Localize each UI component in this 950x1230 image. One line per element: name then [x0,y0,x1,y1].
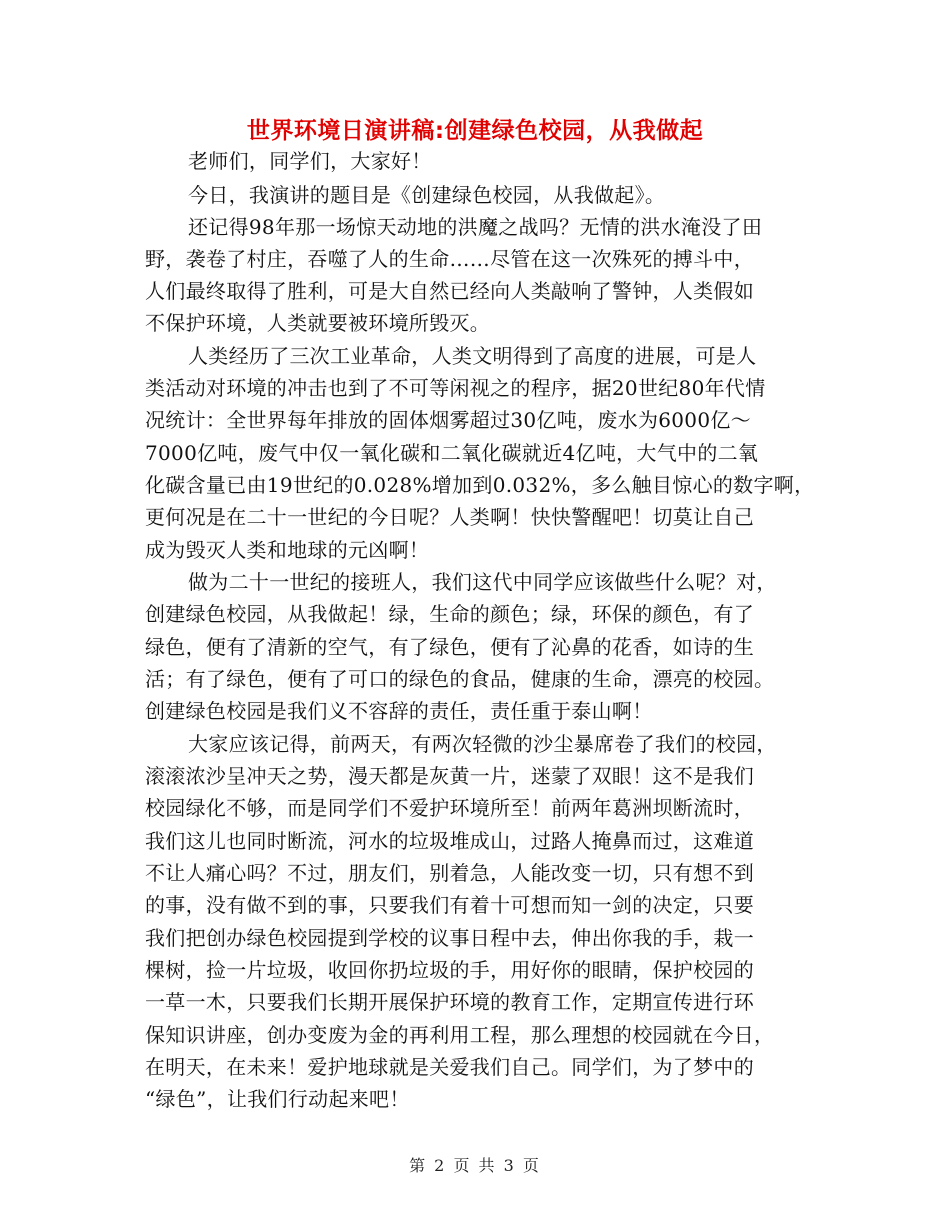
text-line: 7000亿吨，废气中仅一氧化碳和二氧化碳就近4亿吨，大气中的二氧 [145,441,759,465]
text-line: 不保护环境，人类就要被环境所毁灭。 [145,311,491,335]
text-line: 保知识讲座，创办变废为金的再利用工程，那么理想的校园就在今日， [145,1023,775,1047]
text-line: 大家应该记得，前两天，有两次轻微的沙尘暴席卷了我们的校园， [188,732,777,756]
text-line: 的事，没有做不到的事，只要我们有着十可想而知一剑的决定，只要 [145,893,754,917]
text-line: 创建绿色校园是我们义不容辞的责任，责任重于泰山啊！ [145,699,653,723]
text-line: 还记得98年那一场惊天动地的洪魔之战吗？无情的洪水淹没了田 [188,215,763,239]
text-line: 不让人痛心吗？不过，朋友们，别着急，人能改变一切，只有想不到 [145,861,754,885]
text-line: 绿色，便有了清新的空气，有了绿色，便有了沁鼻的花香，如诗的生 [145,635,754,659]
text-line: 化碳含量已由19世纪的0.028%增加到0.032%，多么触目惊心的数字啊， [145,473,815,497]
text-line: 棵树，捡一片垃圾，收回你扔垃圾的手，用好你的眼睛，保护校园的 [145,958,754,982]
text-line: 活；有了绿色，便有了可口的绿色的食品，健康的生命，漂亮的校园。 [145,667,775,691]
text-line: “绿色”，让我们行动起来吧！ [145,1087,410,1111]
text-line: 校园绿化不够，而是同学们不爱护环境所至！前两年葛洲坝断流时， [145,796,754,820]
document-title: 世界环境日演讲稿:创建绿色校园，从我做起 [246,118,704,144]
text-line: 在明天，在未来！爱护地球就是关爱我们自己。同学们，为了梦中的 [145,1055,754,1079]
text-line: 人类经历了三次工业革命，人类文明得到了高度的进展，可是人 [188,344,757,368]
text-line: 一草一木，只要我们长期开展保护环境的教育工作，定期宣传进行环 [145,990,754,1014]
text-line: 今日，我演讲的题目是《创建绿色校园，从我做起》。 [188,183,666,207]
text-line: 更何况是在二十一世纪的今日呢？人类啊！快快警醒吧！切莫让自己 [145,505,754,529]
text-line: 创建绿色校园，从我做起！绿，生命的颜色；绿，环保的颜色，有了 [145,602,754,626]
text-line: 滚滚浓沙呈冲天之势，漫天都是灰黄一片，迷蒙了双眼！这不是我们 [145,764,754,788]
text-line: 人们最终取得了胜利，可是大自然已经向人类敲响了警钟，人类假如 [145,279,754,303]
text-line: 成为毁灭人类和地球的元凶啊！ [145,538,430,562]
text-line: 野，袭卷了村庄，吞噬了人的生命……尽管在这一次殊死的搏斗中， [145,247,754,271]
text-line: 我们把创办绿色校园提到学校的议事日程中去，伸出你我的手，栽一 [145,926,754,950]
text-line: 老师们，同学们，大家好！ [188,149,432,173]
page-number-footer: 第 2 页 共 3 页 [409,1156,541,1175]
text-line: 做为二十一世纪的接班人，我们这代中同学应该做些什么呢？对， [188,570,777,594]
text-line: 我们这儿也同时断流，河水的垃圾堆成山，过路人掩鼻而过，这难道 [145,829,754,853]
text-line: 类活动对环境的冲击也到了不可等闲视之的程序，据20世纪80年代情 [145,376,766,400]
text-line: 况统计：全世界每年排放的固体烟雾超过30亿吨，废水为6000亿～ [145,408,751,432]
